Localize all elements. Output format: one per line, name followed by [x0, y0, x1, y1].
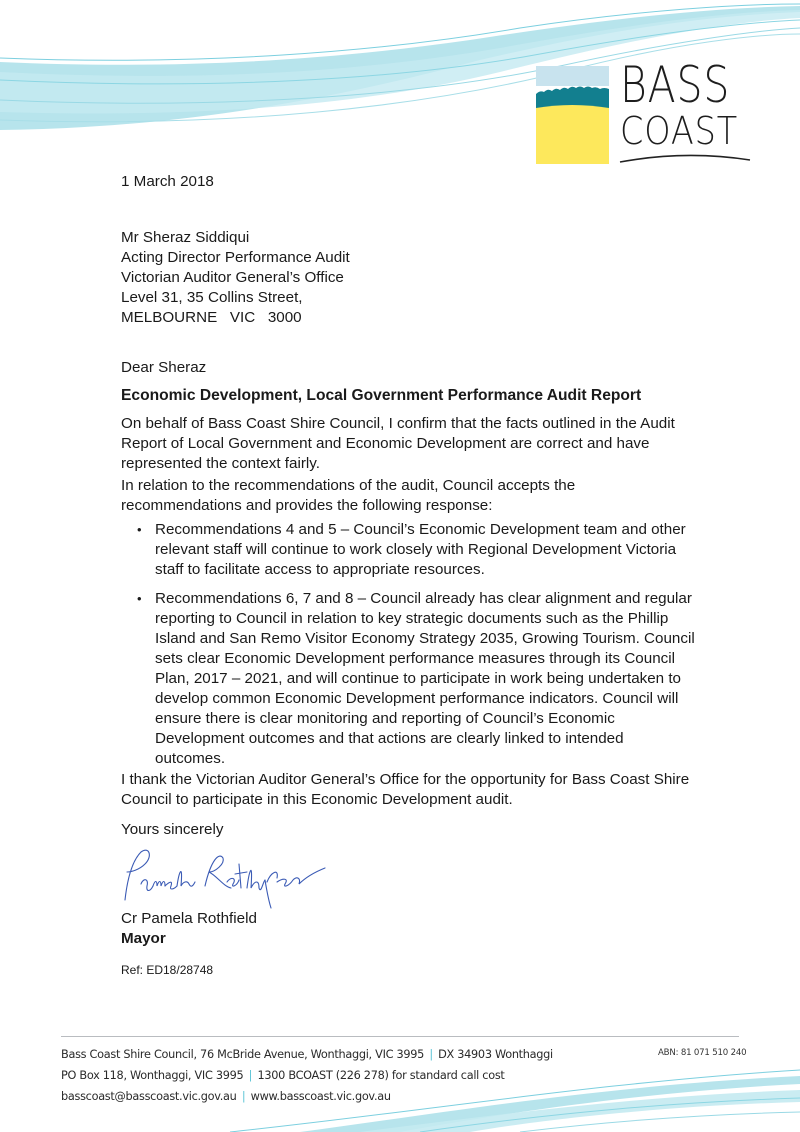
footer-divider — [61, 1036, 739, 1037]
logo-text-coast: COAST — [620, 109, 739, 153]
footer-separator: | — [241, 1090, 246, 1103]
signer-title: Mayor — [121, 930, 166, 947]
footer-dx: DX 34903 Wonthaggi — [438, 1048, 553, 1061]
closing: Yours sincerely — [121, 821, 224, 838]
recipient-title: Acting Director Performance Audit — [121, 249, 350, 266]
logo-wordmark — [620, 56, 754, 153]
handwritten-signature — [119, 842, 329, 910]
bullet-text: Recommendations 6, 7 and 8 – Council already has clear alignment and regular reporting to Council in relation to key strategic documents such as the Phillip Island and San Remo Visitor Economy Strategy 2035, Growing Tourism. Council sets clear Economic Development performance measures through its Council Plan, 2017 – 2021, and will continue to participate in work being undertaken to develop common Economic Development performance indicators. Council will ensure there is clear monitoring and reporting of Council’s Economic Development outcomes and that actions are clearly linked to intended outcomes. — [155, 590, 695, 767]
logo-arc-underline — [618, 150, 752, 164]
paragraph-confirmation: On behalf of Bass Coast Shire Council, I confirm that the facts outlined in the Audit Report of Local Government and Economic Development are correct and have represented the context fairly. — [121, 415, 675, 472]
recipient-name: Mr Sheraz Siddiqui — [121, 229, 250, 246]
recipient-organisation: Victorian Auditor General’s Office — [121, 269, 344, 286]
footer-phone: 1300 BCOAST (226 278) for standard call cost — [257, 1069, 505, 1082]
footer-wave-decoration — [0, 1062, 800, 1132]
bullet-icon: • — [137, 591, 142, 606]
salutation: Dear Sheraz — [121, 359, 207, 376]
footer-street-address: Bass Coast Shire Council, 76 McBride Avenue, Wonthaggi, VIC 3995 — [61, 1048, 425, 1061]
bullet-icon: • — [137, 522, 142, 537]
signer-name: Cr Pamela Rothfield — [121, 910, 257, 927]
logo-text-bass: BASS — [620, 56, 731, 114]
paragraph-recommendations-intro: In relation to the recommendations of the audit, Council accepts the recommendations and provides the following response: — [121, 477, 576, 514]
recipient-street: Level 31, 35 Collins Street, — [121, 289, 303, 306]
letter-subject: Economic Development, Local Government Performance Audit Report — [121, 387, 642, 404]
logo-landscape-icon — [536, 66, 609, 164]
bass-coast-logo — [536, 56, 756, 166]
bullet-text: Recommendations 4 and 5 – Council’s Economic Development team and other relevant staff will continue to work closely with Regional Development Victoria staff to facilitate access to appropriate resources. — [155, 521, 686, 578]
footer-abn: ABN: 81 071 510 240 — [658, 1048, 747, 1058]
footer-email-link[interactable]: basscoast@basscoast.vic.gov.au — [61, 1090, 237, 1103]
footer-separator: | — [429, 1048, 433, 1061]
recipient-city: MELBOURNE VIC 3000 — [121, 309, 302, 326]
footer-website-link[interactable]: www.basscoast.vic.gov.au — [250, 1090, 391, 1103]
list-item — [137, 520, 697, 580]
footer-po-box: PO Box 118, Wonthaggi, VIC 3995 — [61, 1069, 244, 1082]
paragraph-thanks: I thank the Victorian Auditor General’s Office for the opportunity for Bass Coast Shire Council to participate in this Economic Development audit. — [121, 771, 690, 808]
letter-date: 1 March 2018 — [121, 173, 214, 190]
response-list — [137, 520, 697, 778]
recipient-address — [121, 228, 696, 328]
list-item — [137, 589, 697, 769]
footer-separator: | — [248, 1069, 253, 1082]
reference-number: Ref: ED18/28748 — [121, 963, 214, 977]
